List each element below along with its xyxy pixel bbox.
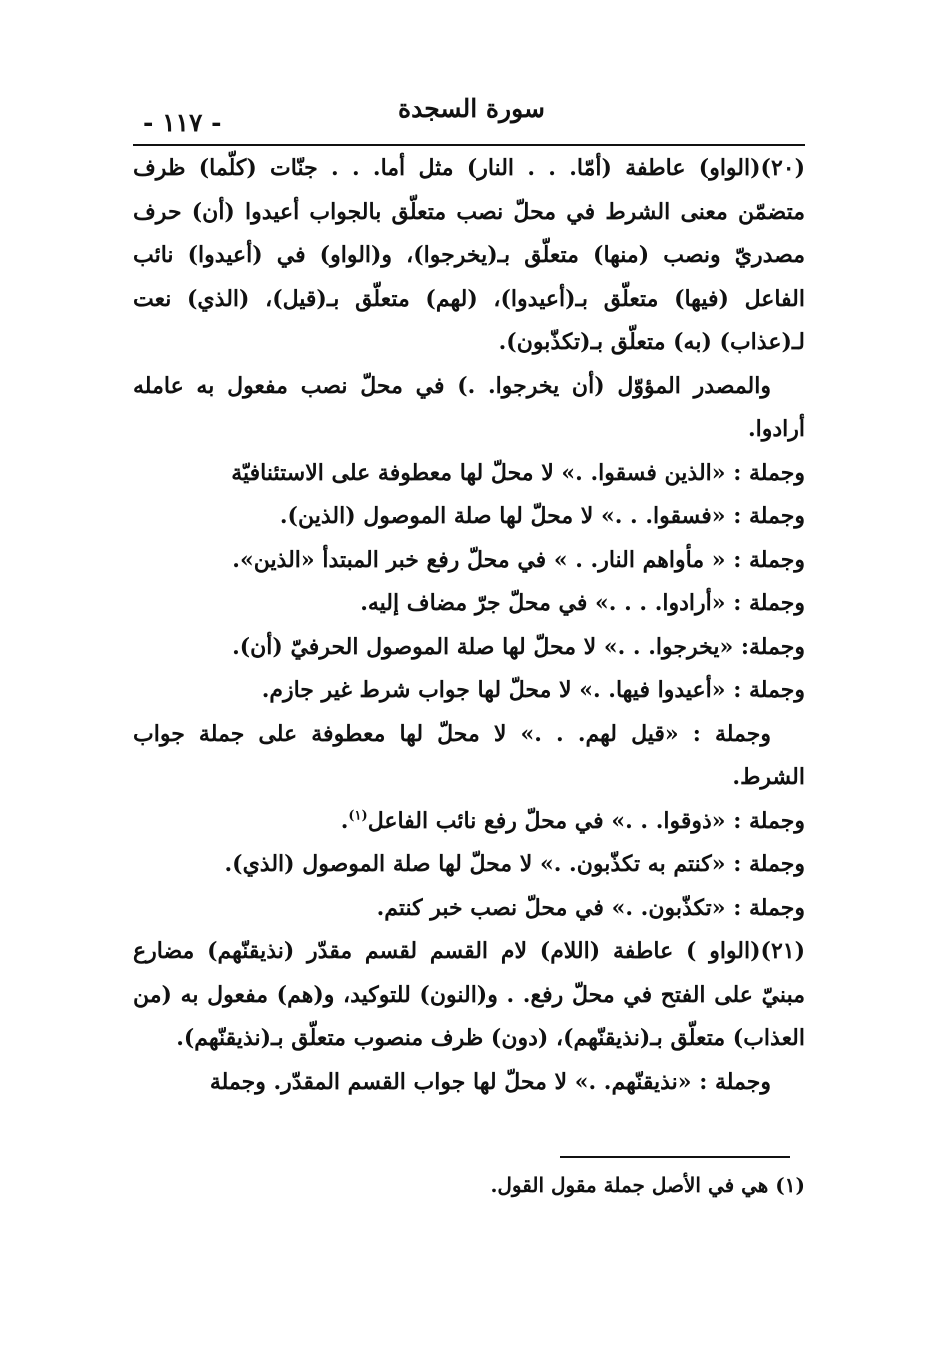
sentence-line: وجملة : «الذين فسقوا. .» لا محلّ لها معطوفة على الاستئنافيّة	[231, 459, 805, 486]
sentence-line: وجملة: «يخرجوا. . .» لا محلّ لها صلة الموصول الحرفيّ (أن).	[232, 633, 805, 660]
paragraph-masdar: والمصدر المؤوّل (أن يخرجوا. .) في محلّ نصب مفعول به عامله أرادوا.	[133, 372, 805, 442]
last-line: وجملة : «نذيقنّهم. .» لا محلّ لها جواب القسم المقدّر. وجملة	[209, 1068, 771, 1095]
page-number: - ١١٧ -	[143, 108, 222, 137]
sentence-line-footnoted	[133, 800, 805, 844]
sentence-end: .	[340, 807, 349, 834]
sentence-line: وجملة : «أعيدوا فيها. .» لا محلّ لها جواب شرط غير جازم.	[261, 677, 805, 703]
sentence-line: وجملة : « مأواهم النار. . » في محلّ رفع خبر المبتدأ «الذين».	[232, 546, 805, 573]
paragraph-20: (٢٠)(الواو) عاطفة (أمّا. . . النار) مثل أما. . . جنّات (كلّما) ظرف متضمّن معنى الشرط في محلّ نصب متعلّق بالجواب أعيدوا (أن) حرف مصدريّ ونصب (منها) متعلّق بـ(يخرجوا)، و(الواو) في (أعيدوا) نائب الفاعل (فيها) متعلّق بـ(أعيدوا)، (لهم) متعلّق بـ(قيل)، (الذي) نعت لـ(عذاب) (به) متعلّق بـ(تكذّبون).	[133, 155, 805, 355]
page-header	[133, 94, 805, 144]
header-divider	[133, 144, 805, 146]
footnote-marker[interactable]: (١)	[348, 808, 368, 824]
sentence-line: وجملة : «قيل لهم. . .» لا محلّ لها معطوفة على جملة جواب الشرط.	[133, 720, 805, 790]
sentence-text: وجملة : «ذوقوا. . .» في محلّ رفع نائب الفاعل	[367, 807, 805, 834]
sentence-line: وجملة : «كنتم به تكذّبون. .» لا محلّ لها صلة الموصول (الذي).	[224, 851, 805, 877]
sentence-line: وجملة : «أرادوا. . . .» في محلّ جرّ مضاف إليه.	[360, 590, 805, 616]
footnote: (١) هي في الأصل جملة مقول القول.	[490, 1173, 805, 1197]
page-title: سورة السجدة	[398, 94, 545, 123]
footnote-divider	[560, 1156, 790, 1158]
page-body	[133, 147, 805, 1104]
sentence-line: وجملة : «فسقوا. . .» لا محلّ لها صلة الموصول (الذين).	[279, 503, 805, 529]
sentence-line: وجملة : «تكذّبون. .» في محلّ نصب خبر كنتم.	[376, 894, 805, 921]
paragraph-21: (٢١)(الواو ) عاطفة (اللام) لام القسم لقسم مقدّر (نذيقنّهم) مضارع مبنيّ على الفتح في محلّ رفع. . و(النون) للتوكيد، و(هم) مفعول به (من العذاب) متعلّق بـ(نذيقنّهم)، (دون) ظرف منصوب متعلّق بـ(نذيقنّهم).	[133, 938, 805, 1051]
